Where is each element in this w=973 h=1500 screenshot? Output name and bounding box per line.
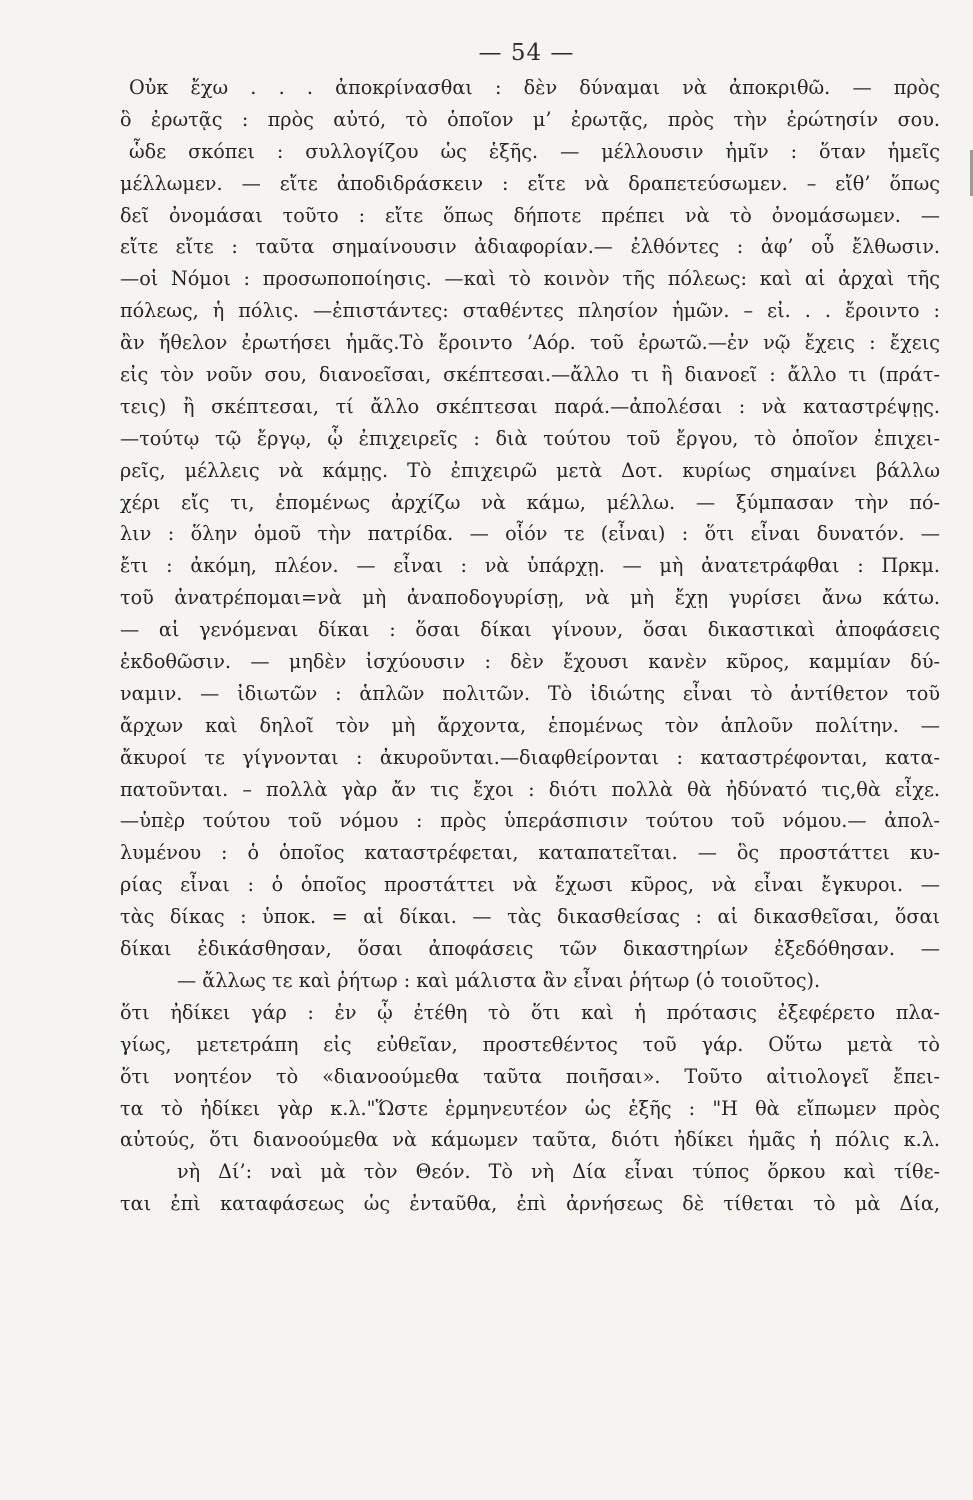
text-line: —τούτῳ τῷ ἔργῳ, ᾧ ἐπιχειρεῖς : διὰ τούτου τοῦ ἔργου, τὸ ὁποῖον ἐπιχει- xyxy=(120,426,940,450)
text-line: — ἄλλως τε καὶ ῥήτωρ : καὶ μάλιστα ἂν εἶναι ῥήτωρ (ὁ τοιοῦτος). xyxy=(177,968,821,992)
text-line: πατοῦνται. – πολλὰ γὰρ ἄν τις ἔχοι : διότι πολλὰ θὰ ἠδύνατό τις,θὰ εἶχε. xyxy=(120,777,940,801)
text-line: ὅτι ἠδίκει γάρ : ἐν ᾧ ἐτέθη τὸ ὅτι καὶ ἡ πρότασις ἐξεφέρετο πλα- xyxy=(120,1000,940,1024)
text-line: εἰς τὸν νοῦν σου, διανοεῖσαι, σκέπτεσαι.—ἄλλο τι ἢ διανοεῖ : ἄλλο τι (πράτ- xyxy=(120,363,940,387)
text-line: ἔτι : ἀκόμη, πλέον. — εἶναι : νὰ ὑπάρχῃ. — μὴ ἀνατετράφθαι : Πρκμ. xyxy=(120,554,940,578)
text-line: — αἱ γενόμεναι δίκαι : ὅσαι δίκαι γίνουν, ὅσαι δικαστικαὶ ἀποφάσεις xyxy=(120,618,940,642)
text-line: —οἱ Νόμοι : προσωποποίησις. —καὶ τὸ κοινὸν τῆς πόλεως: καὶ αἱ ἀρχαὶ τῆς xyxy=(120,267,940,291)
text-line: ὧδε σκόπει : συλλογίζου ὡς ἑξῆς. — μέλλουσιν ἡμῖν : ὅταν ἡμεῖς xyxy=(129,139,940,163)
text-line: λιν : ὅλην ὁμοῦ τὴν πατρίδα. — οἷόν τε (εἶναι) : ὅτι εἶναι δυνατόν. — xyxy=(120,522,940,546)
text-line: αὐτούς, ὅτι διανοούμεθα νὰ κάμωμεν ταῦτα, διότι ἠδίκει ἡμᾶς ἡ πόλις κ.λ. xyxy=(120,1128,940,1152)
text-line: τεις) ἢ σκέπτεσαι, τί ἄλλο σκέπτεσαι παρά.—ἀπολέσαι : νὰ καταστρέψῃς. xyxy=(120,394,940,418)
text-line: τα τὸ ἠδίκει γὰρ κ.λ."Ὥστε ἑρμηνευτέον ὡς ἑξῆς : "Η θὰ εἴπωμεν πρὸς xyxy=(120,1096,940,1120)
text-line: ρεῖς, μέλλεις νὰ κάμῃς. Τὸ ἐπιχειρῶ μετὰ Δοτ. κυρίως σημαίνει βάλλω xyxy=(120,458,940,482)
text-line: ὃ ἐρωτᾷς : πρὸς αὐτό, τὸ ὁποῖον μ’ ἐρωτᾷς, πρὸς τὴν ἐρώτησίν σου. xyxy=(120,107,940,131)
text-line: ται ἐπὶ καταφάσεως ὡς ἐνταῦθα, ἐπὶ ἀρνήσεως δὲ τίθεται τὸ μὰ Δία, xyxy=(120,1192,940,1216)
text-line: πόλεως, ἡ πόλις. —ἐπιστάντες: σταθέντες πλησίον ἡμῶν. – εἰ. . . ἔροιντο : xyxy=(120,299,940,323)
page-number: — 54 — xyxy=(478,40,575,66)
text-line: ἄρχων καὶ δηλοῖ τὸν μὴ ἄρχοντα, ἑπομένως τὸν ἁπλοῦν πολίτην. — xyxy=(120,713,940,737)
text-line: λυμένου : ὁ ὁποῖος καταστρέφεται, καταπατεῖται. — ὃς προστάττει κυ- xyxy=(120,841,940,865)
text-line: μέλλωμεν. — εἴτε ἀποδιδράσκειν : εἴτε νὰ δραπετεύσωμεν. – εἴθ’ ὅπως xyxy=(120,171,940,195)
text-line: ναμιν. — ἰδιωτῶν : ἁπλῶν πολιτῶν. Τὸ ἰδιώτης εἶναι τὸ ἀντίθετον τοῦ xyxy=(120,681,940,705)
text-line: εἴτε εἴτε : ταῦτα σημαίνουσιν ἀδιαφορίαν.— ἐλθόντες : ἀφ’ οὗ ἔλθωσιν. xyxy=(120,235,940,259)
text-line: ρίας εἶναι : ὁ ὁποῖος προστάττει νὰ ἔχωσι κῦρος, νὰ εἶναι ἔγκυροι. — xyxy=(120,873,940,897)
text-line: ὅτι νοητέον τὸ «διανοούμεθα ταῦτα ποιῆσαι». Τοῦτο αἰτιολογεῖ ἔπει- xyxy=(120,1064,940,1088)
text-line: νὴ Δί’: ναὶ μὰ τὸν Θεόν. Τὸ νὴ Δία εἶναι τύπος ὅρκου καὶ τίθε- xyxy=(177,1160,940,1184)
commentary-text xyxy=(120,72,940,1220)
text-line: χέρι εἴς τι, ἑπομένως ἀρχίζω νὰ κάμω, μέλλω. — ξύμπασαν τὴν πό- xyxy=(120,490,940,514)
text-line: ἐκδοθῶσιν. — μηδὲν ἰσχύουσιν : δὲν ἔχουσι κανὲν κῦρος, καμμίαν δύ- xyxy=(120,650,940,674)
text-line: ἄκυροί τε γίγνονται : ἀκυροῦνται.—διαφθείρονται : καταστρέφονται, κατα- xyxy=(120,745,940,769)
text-line: ἂν ἤθελον ἐρωτήσει ἡμᾶς.Τὸ ἔροιντο ’Αόρ. τοῦ ἐρωτῶ.—ἐν νῷ ἔχεις : ἔχεις xyxy=(120,331,940,355)
text-line: γίως, μετετράπη εἰς εὐθεῖαν, προστεθέντος τοῦ γάρ. Οὕτω μετὰ τὸ xyxy=(120,1032,940,1056)
text-line: Οὐκ ἔχω . . . ἀποκρίνασθαι : δὲν δύναμαι νὰ ἀποκριθῶ. — πρὸς xyxy=(129,76,940,99)
text-line: δεῖ ὀνομάσαι τοῦτο : εἴτε ὅπως δήποτε πρέπει νὰ τὸ ὀνομάσωμεν. — xyxy=(120,203,940,227)
text-line: τὰς δίκας : ὑποκ. = αἱ δίκαι. — τὰς δικασθείσας : αἱ δικασθεῖσαι, ὅσαι xyxy=(120,905,940,929)
text-line: τοῦ ἀνατρέπομαι=νὰ μὴ ἀναποδογυρίσῃ, νὰ μὴ ἔχῃ γυρίσει ἄνω κάτω. xyxy=(120,586,940,610)
text-line: —ὑπὲρ τούτου τοῦ νόμου : πρὸς ὑπεράσπισιν τούτου τοῦ νόμου.— ἀπολ- xyxy=(120,809,940,833)
text-line: δίκαι ἐδικάσθησαν, ὅσαι ἀποφάσεις τῶν δικαστηρίων ἐξεδόθησαν. — xyxy=(120,937,940,961)
